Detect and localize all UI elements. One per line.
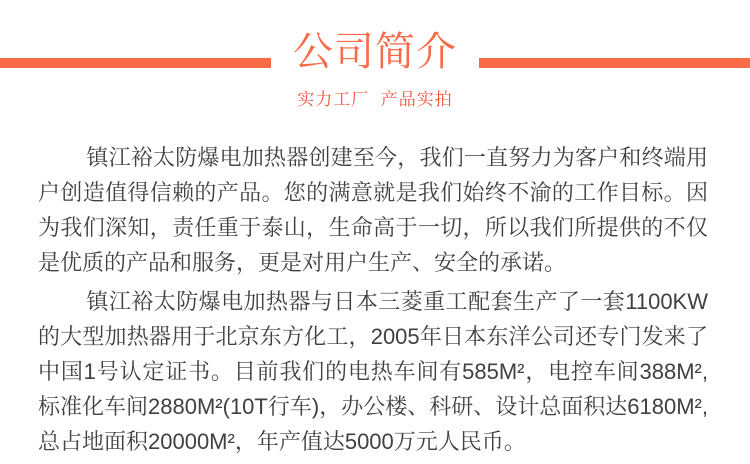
title-divider-left <box>0 58 271 68</box>
section-subtitle: 实力工厂 产品实拍 <box>297 90 453 109</box>
intro-paragraph-1: 镇江裕太防爆电加热器创建至今，我们一直努力为客户和终端用户创造值得信赖的产品。您的满意就是我们始终不渝的工作目标。因为我们深知，责任重于泰山，生命高于一切，所以我们所提供的不仅是优质的产品和服务，更是对用户生产、安全的承诺。 <box>38 145 708 275</box>
title-divider-right <box>479 58 750 68</box>
section-title-row <box>0 30 750 74</box>
section-title: 公司简介 <box>293 30 457 74</box>
section-header <box>0 0 750 110</box>
intro-text-block <box>0 110 750 459</box>
intro-paragraph-2: 镇江裕太防爆电加热器与日本三菱重工配套生产了一套1100KW的大型加热器用于北京东方化工，2005年日本东洋公司还专门发来了中国1号认定证书。目前我们的电热车间有585M²，电控车间388M²,标准化车间2880M²(10T行车)，办公楼、科研、设计总面积达6180M²,总占地面积20000M²，年产值达5000万元人民币。 <box>38 289 708 454</box>
